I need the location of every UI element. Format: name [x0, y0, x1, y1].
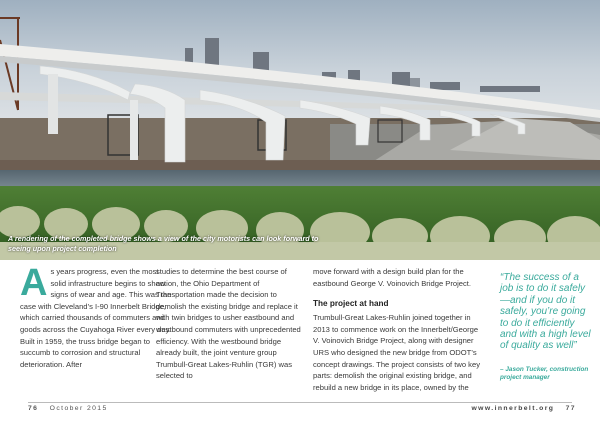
website-url: www.innerbelt.org — [471, 405, 555, 412]
right-page-number: 77 — [565, 405, 576, 412]
footer-left — [28, 405, 108, 412]
column-3-intro: move forward with a design build plan for the eastbound George V. Voinovich Bridge Project. — [313, 267, 472, 288]
article-column-2 — [156, 266, 306, 382]
pull-quote: “The success of a job is to do it safely—and if you do it safely, you’re going to do it efficiently and with a high level of quality as well” — [500, 272, 591, 352]
footer-divider — [28, 402, 572, 403]
column-2-text: studies to determine the best course of action, the Ohio Department of Transportation made the decision to demolish the existing bridge and replace it with twin bridges to usher eastbound and westbound commuters with unprecedented efficiency. With the westbound bridge already built, the joint venture group Trumbull-Great Lakes-Ruhlin (TGR) was selected to — [156, 267, 301, 381]
article-column-1 — [20, 262, 172, 370]
pull-quote-attribution: – Jason Tucker, construction project manager — [500, 366, 589, 381]
section-subheading: The project at hand — [313, 299, 389, 309]
footer-right — [471, 405, 576, 412]
article-column-3 — [313, 266, 485, 393]
photo-caption: A rendering of the completed bridge shows a view of the city motorists can look forward to seeing upon project completion — [8, 234, 319, 253]
left-page-number: 76 — [28, 405, 39, 412]
drop-cap: A — [20, 262, 48, 304]
issue-date: October 2015 — [49, 405, 108, 412]
article-body — [20, 262, 490, 402]
column-1-text: s years progress, even the most solid infrastructure begins to show signs of wear and age. This was the case with Cleveland’s I-90 Innerbelt Bridge, which carried thousands of commuters and goods across the Cuyahoga River every day. Built in 1959, the truss bridge began to succumb to corrosion and structural deterioration. After — [20, 267, 172, 369]
column-3-body: Trumbull-Great Lakes-Ruhlin joined together in 2013 to commence work on the Innerbelt/George V. Voinovich Bridge Project, along with designer URS who designed the new bridge from ODOT’s concept drawings. The project consists of two key parts: demolish the original existing bridge, and rebuild a new bridge in its place, owned by the — [313, 313, 481, 392]
